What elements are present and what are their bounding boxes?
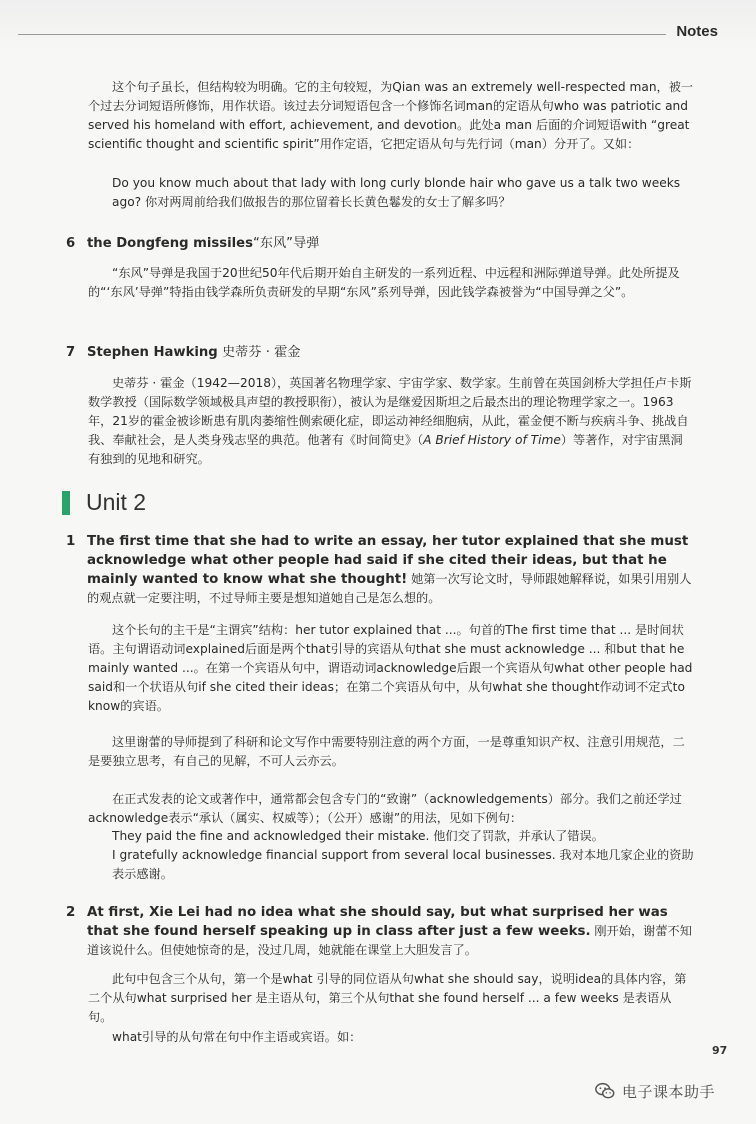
key-sentence-en: At first, Xie Lei had no idea what she should say, but what surprised her was that she found herself speaking up in class after just a few weeks. [87,905,668,939]
note-paragraph: 这里谢蕾的导师提到了科研和论文写作中需要特别注意的两个方面，一是尊重知识产权、注意引用规范，二是要独立思考，有自己的见解，不可人云亦云。 [88,735,685,768]
note-number: 6 [66,236,76,251]
header-rule [18,34,666,35]
note-paragraph: 这个句子虽长，但结构较为明确。它的主句较短，为Qian was an extremely well-respected man，被一个过去分词短语所修饰，用作状语。该过去分词短语包含一个修饰名词man的定语从句who was patriotic and served his homeland with effort, achievement, and devotion。此处a man 后面的介词短语with “great scientific thought and scientific spirit”用作定语，它把定语从句与先行词（man）分开了。又如： [88,80,694,151]
unit-label: Unit 2 [86,489,147,515]
example-sentence: I gratefully acknowledge financial support from several local businesses. 我对本地几家企业的资助表示感谢。 [112,848,694,881]
note-paragraph: 在正式发表的论文或著作中，通常都会包含专门的“致谢”（acknowledgements）部分。我们之前还学过acknowledge表示“承认（属实、权威等）；（公开）感谢”的用法，见如下例句： [88,792,682,825]
page-number: 97 [712,1044,728,1057]
note-paragraph: 此句中包含三个从句，第一个是what 引导的同位语从句what she should say，说明idea的具体内容，第二个从句what surprised her 是主语从句，第三个从句that she found herself ... a few weeks 是表语从句。 [88,972,687,1024]
book-title: A Brief History of Time [423,433,561,447]
text-run: ）等著作，对宇宙黑洞有独到的见地和研究。 [88,433,683,466]
page-header [0,0,756,52]
key-sentence-en: The first time that she had to write an essay, her tutor explained that she must acknowledge what other people had said if she cited their ideas, but that he mainly wanted to know what she thought! [87,534,689,587]
note-number: 2 [66,905,76,920]
note-paragraph [88,374,694,469]
note-heading-6 [66,234,706,253]
unit-marker [62,491,70,515]
key-sentence-zh: 刚开始，谢蕾不知道该说什么。但使她惊奇的是，没过几周，她就能在课堂上大胆发言了。 [87,924,692,957]
text-run: 史蒂芬 · 霍金（1942—2018），英国著名物理学家、宇宙学家、数学家。生前曾在英国剑桥大学担任卢卡斯数学教授（国际数学领域极具声望的教授职衔），被认为是继爱因斯坦之后最杰出的理论物理学家之一。1963年，21岁的霍金被诊断患有肌肉萎缩性侧索硬化症，即运动神经细胞病，从此，霍金便不断与疾病斗争、挑战自我、奉献社会，是人类身残志坚的典范。他著有《时间简史》（ [88,376,692,447]
key-sentence-zh: 她第一次写论文时，导师跟她解释说，如果引用别人的观点就一定要注明，不过导师主要是想知道她自己是怎么想的。 [87,572,692,605]
note-title-en: Stephen Hawking [87,345,218,360]
watermark [594,1077,715,1105]
note-number: 7 [66,345,76,360]
note-paragraph: “东风”导弹是我国于20世纪50年代后期开始自主研发的一系列近程、中远程和洲际弹道导弹。此处所提及的“‘东风’导弹”特指由钱学森所负责研发的早期“东风”系列导弹，因此钱学森被誉为“中国导弹之父”。 [88,266,680,299]
note-paragraph: 这个长句的主干是“主谓宾”结构：her tutor explained that ...。句首的The first time that ... 是时间状语。主句谓语动词explained后面是两个that引导的宾语从句that she must acknowledge ... 和but that he mainly wanted ...。在第一个宾语从句中，谓语动词acknowledge后跟一个宾语从句what other people had said和一个状语从句if she cited their ideas；在第二个宾语从句中，从句what she thought作动词不定式to know的宾语。 [88,623,693,713]
note-paragraph: what引导的从句常在句中作主语或宾语。如： [112,1030,362,1044]
example-sentence: Do you know much about that lady with long curly blonde hair who gave us a talk two weeks ago? 你对两周前给我们做报告的那位留着长长黄色鬈发的女士了解多吗？ [112,176,681,209]
note-title-zh: 史蒂芬 · 霍金 [221,345,301,360]
page-title: Notes [676,23,718,40]
note-title-zh: “东风”导弹 [252,236,320,251]
note-number: 1 [66,534,76,549]
note-heading-u2-2 [66,903,696,960]
note-heading-u2-1 [66,532,696,608]
note-title-en: the Dongfeng missiles [87,236,253,251]
watermark-text: 电子课本助手 [622,1082,716,1101]
example-sentence: They paid the fine and acknowledged their mistake. 他们交了罚款，并承认了错误。 [112,829,604,843]
wechat-icon [594,1080,616,1102]
note-heading-7 [66,343,706,362]
